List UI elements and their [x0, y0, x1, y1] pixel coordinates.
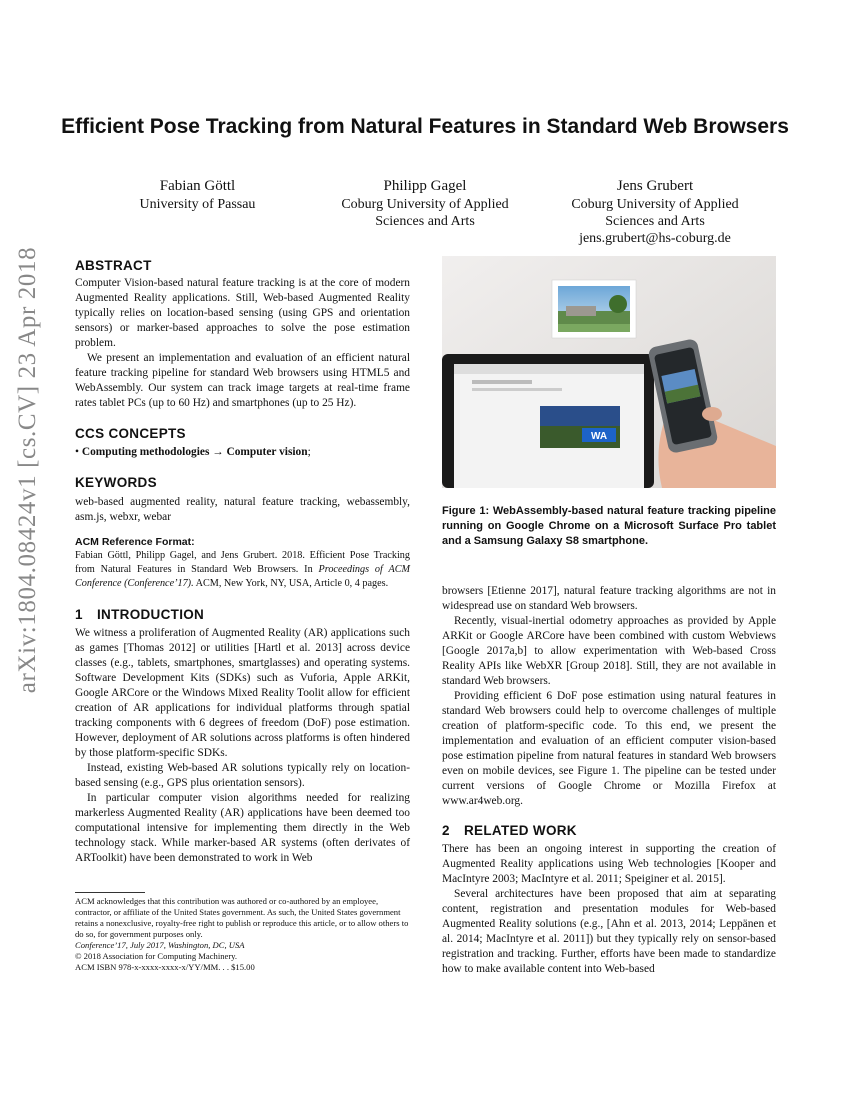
- acm-reference-text: Fabian Göttl, Philipp Gagel, and Jens Grubert. 2018. Efficient Pose Tracking from Natural Features in Standard Web Browsers. In: [75, 550, 410, 575]
- arxiv-stamp: arXiv:1804.08424v1 [cs.CV] 23 Apr 2018: [14, 246, 41, 694]
- author-1: [110, 178, 285, 213]
- footnote-conference: Conference’17, July 2017, Washington, DC, USA: [75, 940, 245, 950]
- author-name: Jens Grubert: [616, 178, 694, 194]
- footnote-text: ACM acknowledges that this contribution was authored or co-authored by an employee, contractor, or affiliate of the United States government. As such, the United States government retains a nonexclusive, royalty-free right to publish or reproduce this article, or to allow others to do so, for government purposes only.: [75, 896, 409, 939]
- ccs-line: [75, 445, 410, 460]
- footnote-rule: [75, 892, 145, 893]
- acm-reference-heading: ACM Reference Format:: [75, 536, 195, 548]
- intro-heading-text: INTRODUCTION: [97, 607, 205, 622]
- related-heading: [442, 823, 776, 838]
- ccs-heading: CCS CONCEPTS: [75, 426, 186, 441]
- section-number: 1: [75, 607, 83, 622]
- right-p1: browsers [Etienne 2017], natural feature tracking algorithms are not in widespread use on standard Web browsers.: [442, 585, 776, 612]
- abstract-p2: We present an implementation and evaluation of an efficient natural feature tracking pipeline for standard Web browsers using HTML5 and WebAssembly. Our system can track image targets at real-time frame rates tablet PCs (up to 60 Hz) and smartphones (up to 25 Hz).: [75, 352, 410, 409]
- intro-p1: We witness a proliferation of Augmented Reality (AR) applications such as games [Thomas 2012] or utilities [Hartl et al. 2013] across device classes (e.g., tablets, smartphones, smartglasses) and operating systems. Software Development Kits (SDKs) such as Vuforia, Apple ARKit, Google ARCore or the Windows Mixed Reality Toolit allow for efficient creation of AR applications for individual platforms through spatial tracking components with 6 degrees of freedom (DoF) pose estimation. However, deployment of AR solutions across platforms is often hindered by those platform-specific SDKs.: [75, 627, 410, 759]
- author-affiliation: Coburg University of Applied Sciences and Arts: [571, 197, 739, 229]
- ccs-bullet: •: [75, 446, 79, 458]
- ccs-item: Computing methodologies → Computer vision: [81, 446, 308, 458]
- left-column: [75, 258, 410, 866]
- figure-1-photo: [442, 256, 776, 488]
- related-p2: Several architectures have been proposed that aim at separating content, registration and presentation modules for Web-based Augmented Reality solutions (e.g., [Ahn et al. 2013, 2014; Leppänen et al. 2014; MacIntyre et al. 2011]) but they typically rely on sensor-based registration and tracking. Further, efforts have been made to standardize how to make available content into Web-based: [442, 888, 776, 975]
- intro-p3: In particular computer vision algorithms needed for realizing markerless Augmented Reality (AR) applications have been deemed too computational intensive for implementing them directly in the Web technology stack. While marker-based AR systems (often derivates of ARToolkit) have been demonstrated to work in Web: [75, 792, 410, 864]
- footnote-copyright: © 2018 Association for Computing Machinery.: [75, 951, 238, 961]
- intro-heading: [75, 607, 410, 622]
- right-column: [442, 584, 776, 977]
- paper-title: Efficient Pose Tracking from Natural Features in Standard Web Browsers: [61, 115, 789, 138]
- right-p3: Providing efficient 6 DoF pose estimation using natural features in standard Web browsers could help to overcome challenges of multiple creation of platform-specific code. To this end, we present the implementation and evaluation of an efficient computer vision-based pose estimation pipeline from natural features in standard Web browsers even on mobile devices, see Figure 1. The pipeline can be tested under current versions of Google Chrome or Mozilla Firefox at www.ar4web.org.: [442, 690, 776, 807]
- intro-p2: Instead, existing Web-based AR solutions typically rely on location-based sensing (e.g., GPS plus orientation sensors).: [75, 762, 410, 789]
- author-2: [335, 178, 515, 230]
- author-3: [565, 178, 745, 247]
- author-affiliation: Coburg University of Applied Sciences and Arts: [341, 197, 509, 229]
- related-heading-text: RELATED WORK: [464, 823, 577, 838]
- ccs-end: ;: [307, 446, 311, 458]
- keywords-heading: KEYWORDS: [75, 475, 157, 490]
- footnote: [75, 896, 410, 973]
- wa-label: WA: [590, 431, 608, 442]
- right-p2: Recently, visual-inertial odometry approaches as provided by Apple ARKit or Google ARCore have been combined with custom Webviews [Google 2017a,b] to allow experimentation with Web-based Cross Reality APIs like WebXR [Group 2018]. Still, they are not available in standard Web browsers.: [442, 615, 776, 687]
- acm-reference: [75, 535, 410, 591]
- acm-reference-tail: ACM, New York, NY, USA, Article 0, 4 pages.: [195, 578, 389, 589]
- acm-reference-venue: Proceedings of ACM Conference (Conference’17).: [75, 564, 411, 589]
- abstract-p1: Computer Vision-based natural feature tracking is at the core of modern Augmented Reality applications. Still, Web-based Augmented Reality typically relies on location-based sensing (using GPS and orientation sensors) or marker-based approaches to solve the pose estimation problem.: [75, 277, 410, 349]
- author-email[interactable]: jens.grubert@hs-coburg.de: [579, 231, 731, 246]
- figure-1-illustration: [442, 256, 776, 488]
- footnote-isbn: ACM ISBN 978-x-xxxx-xxxx-x/YY/MM. . . $15.00: [75, 962, 255, 972]
- section-number: 2: [442, 823, 450, 838]
- keywords-text: web-based augmented reality, natural feature tracking, webassembly, asm.js, webxr, webar: [75, 496, 410, 523]
- author-affiliation: University of Passau: [139, 197, 256, 212]
- figure-1-caption: Figure 1: WebAssembly-based natural feature tracking pipeline running on Google Chrome on a Microsoft Surface Pro tablet and a Samsung Galaxy S8 smartphone.: [442, 505, 776, 547]
- related-p1: There has been an ongoing interest in supporting the creation of Augmented Reality applications using Web technologies [Kooper and MacIntyre 2003; MacIntyre et al. 2011; Speiginer et al. 2015].: [442, 843, 776, 885]
- author-name: Fabian Göttl: [159, 178, 236, 194]
- abstract-heading: ABSTRACT: [75, 258, 152, 273]
- author-name: Philipp Gagel: [383, 178, 467, 194]
